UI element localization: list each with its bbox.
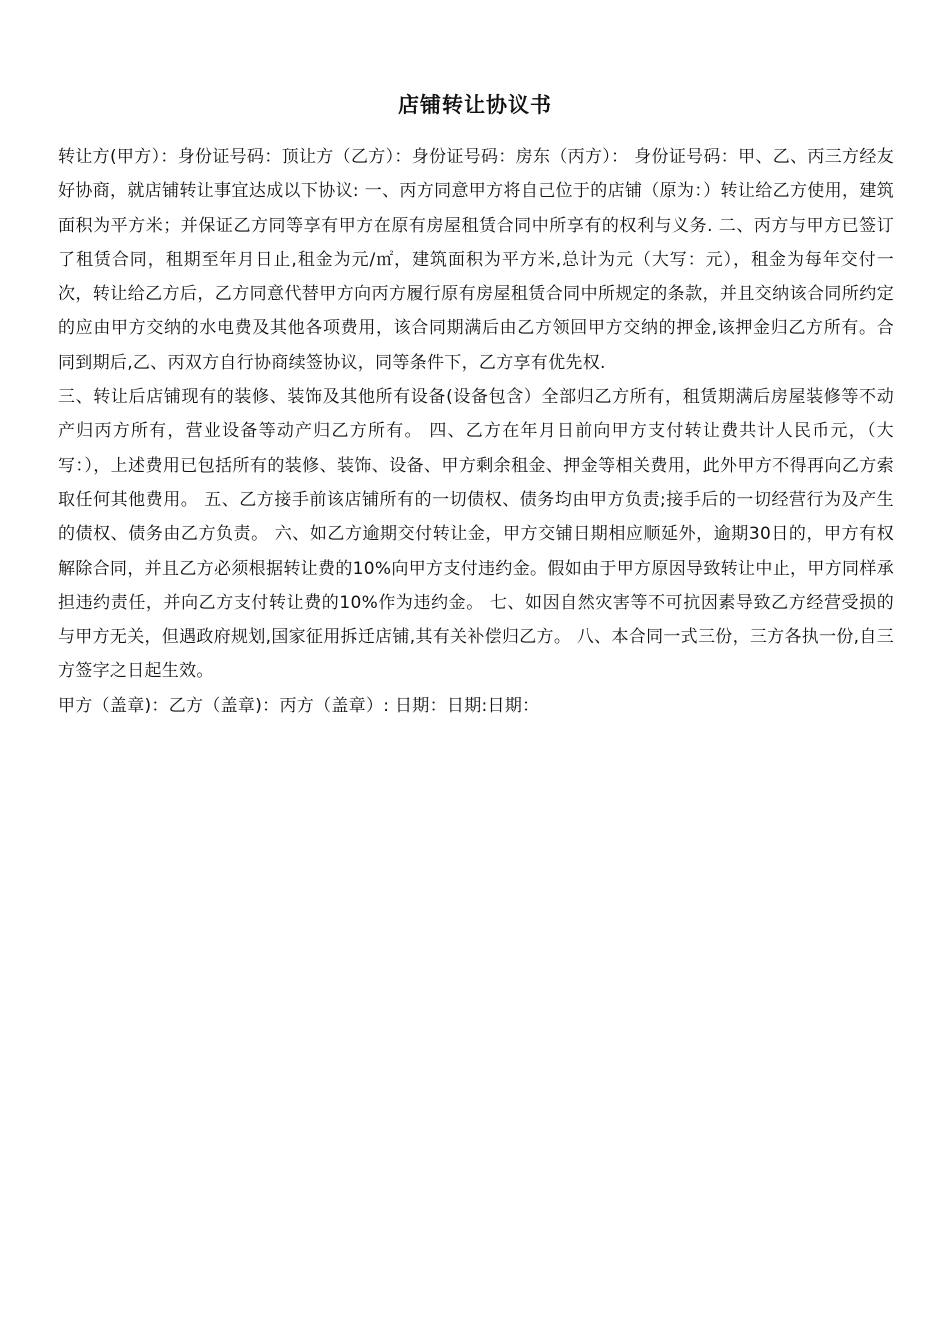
document-title: 店铺转让协议书: [398, 93, 552, 117]
paragraph-parties-and-clauses-1-2: 转让方(甲方）：身份证号码：顶让方（乙方）：身份证号码：房东（丙方）： 身份证号码：甲、乙、丙三方经友好协商，就店铺转让事宜达成以下协议: 一、丙方同意甲方将自己位于的店铺（原为：）转让给乙方使用，建筑面积为平方米；并保证乙方同等享有甲方在原有房屋租赁合同中所享有的权利与义务. 二、丙方与甲方已签订了租赁合同，租期至年月日止,租金为元/㎡，建筑面积为平方米,总计为元（大写：元），租金为每年交付一次，转让给乙方后，乙方同意代替甲方向丙方履行原有房屋租赁合同中所规定的条款，并且交纳该合同所约定的应由甲方交纳的水电费及其他各项费用，该合同期满后由乙方领回甲方交纳的押金,该押金归乙方所有。合同到期后,乙、丙双方自行协商续签协议，同等条件下，乙方享有优先权.: [58, 147, 894, 373]
document-body: [58, 140, 894, 723]
paragraph-signatures: 甲方（盖章)：乙方（盖章)：丙方（盖章）: 日期：日期:日期：: [58, 695, 540, 716]
paragraph-clauses-3-8: 三、转让后店铺现有的装修、装饰及其他所有设备(设备包含）全部归乙方所有，租赁期满后房屋装修等不动产归丙方所有，营业设备等动产归乙方所有。 四、乙方在年月日前向甲方支付转让费共计人民币元，（大写：），上述费用已包括所有的装修、装饰、设备、甲方剩余租金、押金等相关费用，此外甲方不得再向乙方索取任何其他费用。 五、乙方接手前该店铺所有的一切债权、债务均由甲方负责;接手后的一切经营行为及产生的债权、债务由乙方负责。 六、如乙方逾期交付转让金，甲方交铺日期相应顺延外，逾期30日的，甲方有权解除合同，并且乙方必须根据转让费的10%向甲方支付违约金。假如由于甲方原因导致转让中止，甲方同样承担违约责任，并向乙方支付转让费的10%作为违约金。 七、如因自然灾害等不可抗因素导致乙方经营受损的与甲方无关，但遇政府规划,国家征用拆迁店铺,其有关补偿归乙方。 八、本合同一式三份，三方各执一份,自三方签字之日起生效。: [58, 387, 894, 682]
